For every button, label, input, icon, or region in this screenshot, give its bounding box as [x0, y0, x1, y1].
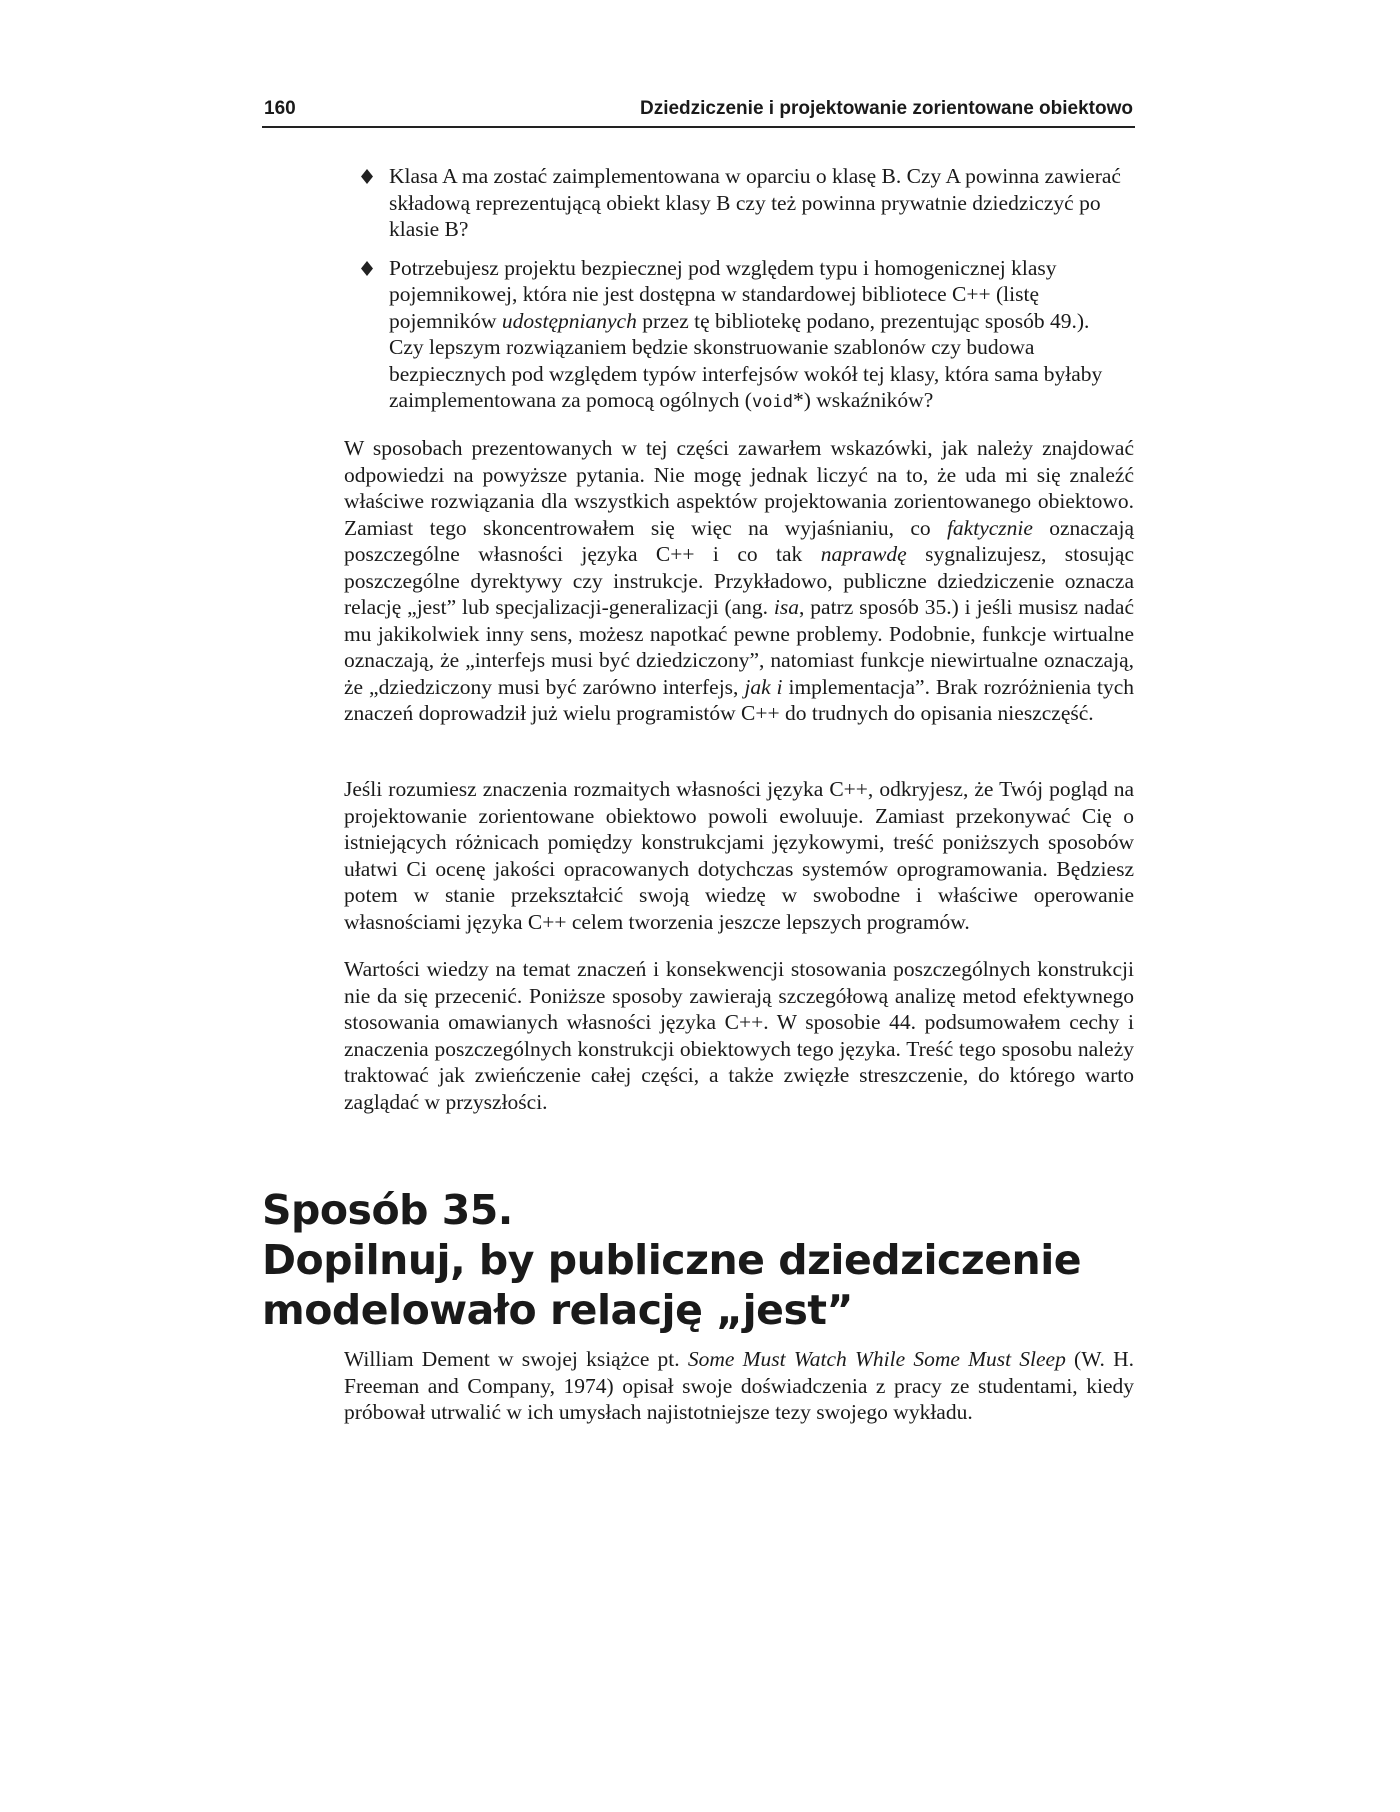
- text: oznaczają poszczególne własności języka C++ i co tak: [344, 515, 1134, 566]
- diamond-bullet-icon: [361, 261, 373, 276]
- bullet-text: Klasa A ma zostać zaimplementowana w oparciu o klasę B. Czy A powinna zawierać składową reprezentującą obiekt klasy B czy też powinna prywatnie dziedziczyć po klasie B?: [389, 164, 1121, 241]
- body-paragraph: [344, 435, 1134, 727]
- italic-text: isa: [773, 595, 800, 619]
- body-paragraph: Wartości wiedzy na temat znaczeń i konsekwencji stosowania poszczególnych konstrukcji nie da się przecenić. Poniższe sposoby zawierają szczegółową analizę metod efektywnego stosowania omawianych własności języka C++. W sposobie 44. podsumowałem cechy i znaczenia poszczególnych konstrukcji obiektowych tego języka. Treść tego sposobu należy traktować jak zwieńczenie całej części, a także zwięzłe streszczenie, do którego warto zaglądać w przyszłości.: [344, 957, 1134, 1114]
- text: W sposobach prezentowanych w tej części zawarłem wskazówki, jak należy znajdować odpowiedzi na powyższe pytania. Nie mogę jednak liczyć na to, że uda mi się znaleźć właściwe rozwiązania dla wszystkich aspektów projektowania zorientowanego obiektowo. Zamiast tego skoncentrowałem się więc na wyjaśnianiu, co: [344, 436, 1134, 540]
- page-number: 160: [264, 98, 296, 119]
- code-snippet: void: [751, 392, 793, 412]
- text: William Dement w swojej książce pt.: [344, 1347, 688, 1371]
- bullet-text: *) wskaźników?: [792, 388, 934, 412]
- section-title-line: modelowało relację „jest”: [262, 1286, 853, 1334]
- bullet-item: [355, 255, 1125, 416]
- body-paragraph: Jeśli rozumiesz znaczenia rozmaitych własności języka C++, odkryjesz, że Twój pogląd na projektowanie zorientowane obiektowo powoli ewoluuje. Zamiast przekonywać Cię o istniejących różnicach pomiędzy konstrukcjami językowymi, treść poniższych sposobów ułatwi Ci ocenę jakości opracowanych dotychczas systemów oprogramowania. Będziesz potem w stanie przekształcić swoją wiedzę w swobodne i właściwe operowanie własnościami języka C++ celem tworzenia jeszcze lepszych programów.: [344, 777, 1134, 934]
- running-title: Dziedziczenie i projektowanie zorientowane obiektowo: [639, 98, 1133, 119]
- italic-text: jak i: [744, 674, 783, 699]
- text: implementacja”. Brak rozróżnienia tych znaczeń doprowadził już wielu programistów C++ do trudnych do opisania nieszczęść.: [344, 674, 1135, 725]
- section-title-line: Dopilnuj, by publiczne dziedziczenie: [262, 1236, 1082, 1284]
- text: (W. H. Freeman and Company, 1974) opisał swoje doświadczenia z pracy ze studentami, kiedy próbował utrwalić w ich umysłach najistotniejsze tezy swojego wykładu.: [344, 1347, 1134, 1424]
- bullet-italic: udostępnianych: [501, 308, 637, 333]
- bullet-text: Potrzebujesz projektu bezpiecznej pod względem typu i homogenicznej klasy pojemnikowej, która nie jest dostępna w standardowej bibliotece C++ (listę pojemników: [389, 255, 1057, 333]
- italic-text: naprawdę: [820, 542, 907, 566]
- bullet-text: przez tę bibliotekę podano, prezentując sposób 49.). Czy lepszym rozwiązaniem będzie skonstruowanie szablonów czy budowa bezpiecznych pod względem typów interfejsów wokół tej klasy, która sama byłaby zaimplementowana za pomocą ogólnych (: [389, 308, 1103, 412]
- bullet-item: [355, 163, 1125, 243]
- book-title: Some Must Watch While Some Must Sleep: [687, 1347, 1066, 1371]
- diamond-bullet-icon: [361, 169, 373, 184]
- text: , patrz sposób 35.) i jeśli musisz nadać mu jakikolwiek inny sens, możesz napotkać pewne problemy. Podobnie, funkcje wirtualne oznaczają, że „interfejs musi być dziedziczony”, natomiast funkcje niewirtualne oznaczają, że „dziedziczony musi być zarówno interfejs,: [344, 595, 1134, 699]
- bullet-list: [355, 163, 1125, 428]
- running-header: [262, 92, 1135, 128]
- body-paragraph: [344, 1346, 1134, 1426]
- italic-text: faktycznie: [946, 515, 1033, 540]
- section-heading: [262, 1185, 1142, 1335]
- section-number: Sposób 35.: [262, 1186, 513, 1234]
- text: sygnalizujesz, stosując poszczególne dyrektywy czy instrukcje. Przykładowo, publiczne dziedziczenie oznacza relację „jest” lub specjalizacji-generalizacji (ang.: [344, 542, 1134, 619]
